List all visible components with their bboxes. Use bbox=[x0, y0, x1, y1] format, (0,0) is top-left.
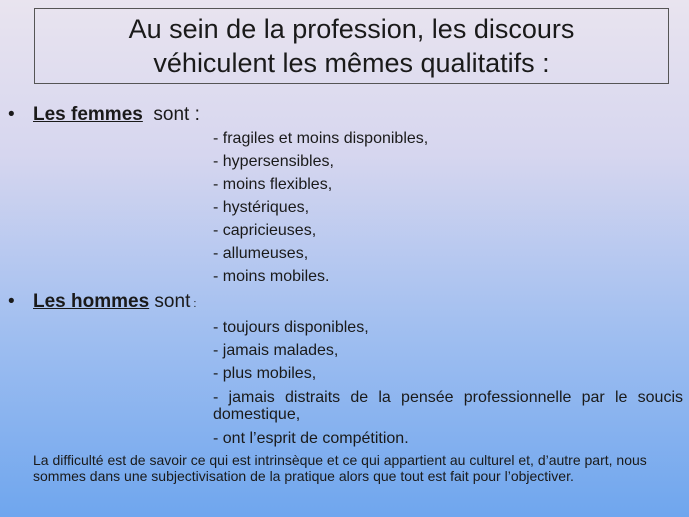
bullet-icon: • bbox=[8, 104, 15, 125]
men-traits-list bbox=[213, 316, 683, 450]
list-item: - hystériques, bbox=[213, 199, 310, 216]
bullet-icon: • bbox=[8, 291, 15, 312]
women-heading-label: Les femmes bbox=[33, 104, 143, 125]
list-item: - toujours disponibles, bbox=[213, 319, 369, 336]
men-heading-colon: : bbox=[190, 298, 197, 310]
list-item: - jamais distraits de la pensée professionnelle par le soucis domestique, bbox=[213, 389, 683, 423]
title-line-1: Au sein de la profession, les discours bbox=[128, 14, 575, 44]
footer-note: La difficulté est de savoir ce qui est intrinsèque et ce qui appartient au culturel et, d’autre part, nous sommes dans une subjectivisation de la pratique alors que tout est fait pour l’objectiver. bbox=[33, 452, 647, 484]
title-line-2: véhiculent les mêmes qualitatifs : bbox=[153, 48, 550, 78]
women-heading bbox=[8, 103, 200, 127]
list-item: - allumeuses, bbox=[213, 245, 309, 262]
list-item: - fragiles et moins disponibles, bbox=[213, 130, 429, 147]
list-item: - ont l’esprit de compétition. bbox=[213, 430, 409, 447]
men-heading-tail: sont bbox=[149, 291, 191, 312]
women-heading-tail: sont : bbox=[142, 104, 200, 125]
men-heading-label: Les hommes bbox=[33, 291, 150, 312]
list-item: - jamais malades, bbox=[213, 342, 339, 359]
list-item: - plus mobiles, bbox=[213, 365, 317, 382]
women-traits-list bbox=[213, 127, 428, 288]
list-item: - moins flexibles, bbox=[213, 176, 333, 193]
men-heading bbox=[8, 290, 196, 316]
slide-title bbox=[34, 8, 669, 84]
list-item: - capricieuses, bbox=[213, 222, 317, 239]
list-item: - hypersensibles, bbox=[213, 153, 334, 170]
list-item: - moins mobiles. bbox=[213, 268, 330, 285]
